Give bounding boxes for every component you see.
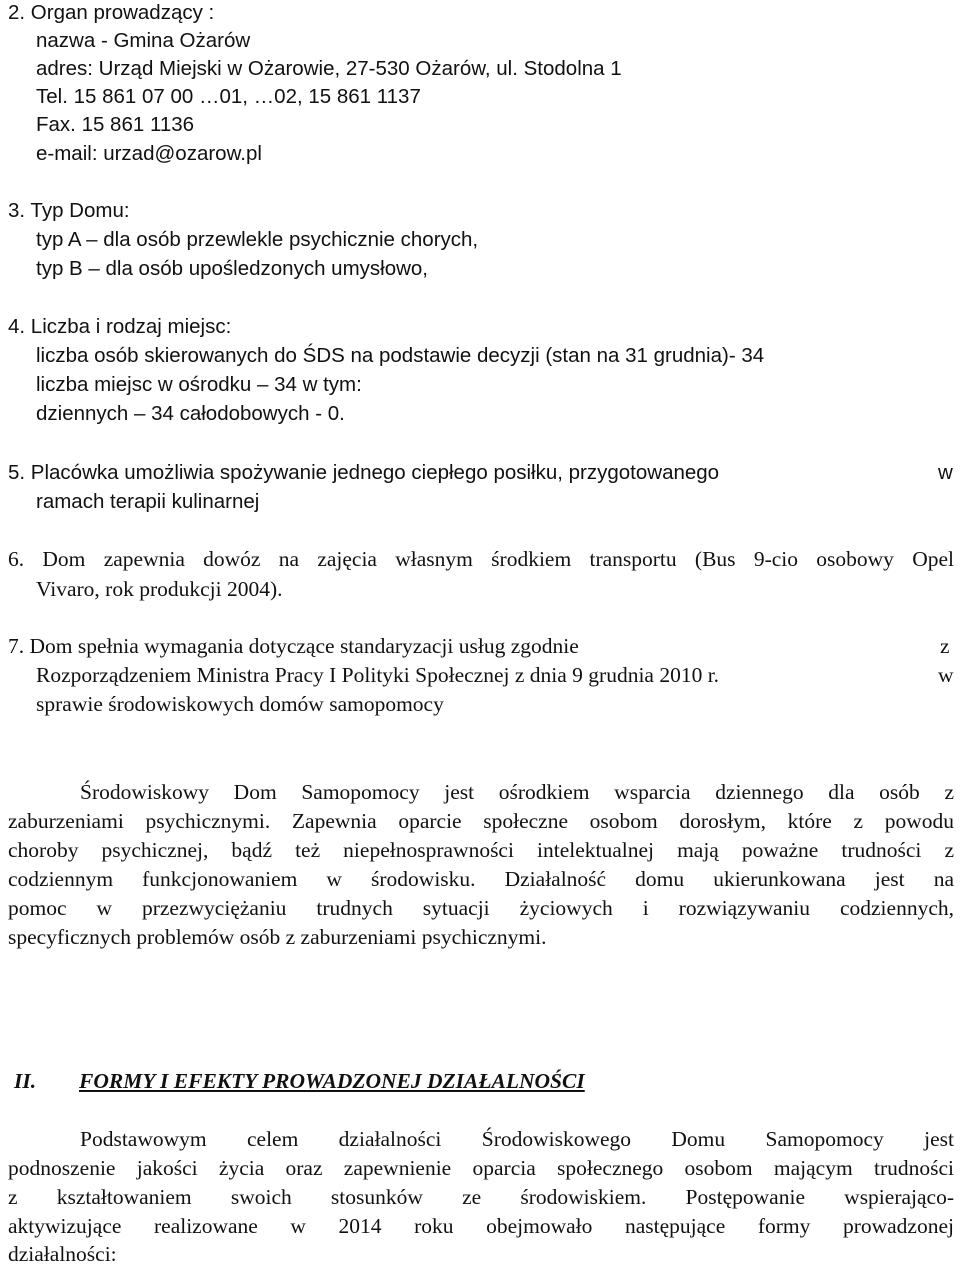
places-breakdown: dziennych – 34 całodobowych - 0.: [36, 402, 345, 425]
paragraph-1-line: pomoc w przezwyciężaniu trudnych sytuacji życiowych i rozwiązywaniu codziennych,: [8, 896, 954, 920]
paragraph-2-line: z kształtowaniem swoich stosunków ze środowiskiem. Postępowanie wspierająco-: [8, 1185, 954, 1209]
places-referred: liczba osób skierowanych do ŚDS na podstawie decyzji (stan na 31 grudnia)- 34: [36, 344, 765, 367]
section-7-line-1: 7. Dom spełnia wymagania dotyczące standaryzacji usług zgodnie: [8, 634, 579, 658]
organ-fax: Fax. 15 861 1136: [36, 113, 195, 136]
type-b: typ B – dla osób upośledzonych umysłowo,: [36, 257, 429, 280]
section-7-line-3: sprawie środowiskowych domów samopomocy: [36, 692, 444, 716]
type-a: typ A – dla osób przewlekle psychicznie chorych,: [36, 228, 479, 251]
organ-phone: Tel. 15 861 07 00 …01, …02, 15 861 1137: [36, 85, 421, 108]
paragraph-1-line: specyficznych problemów osób z zaburzeniami psychicznymi.: [8, 925, 547, 949]
section-2-title: 2. Organ prowadzący :: [8, 1, 215, 24]
paragraph-1-line: codziennym funkcjonowaniem w środowisku. Działalność domu ukierunkowana jest na: [8, 867, 954, 891]
places-count: liczba miejsc w ośrodku – 34 w tym:: [36, 373, 362, 396]
section-6-line-1: 6. Dom zapewnia dowóz na zajęcia własnym środkiem transportu (Bus 9-cio osobowy Opel: [8, 547, 954, 571]
section-7-line-2: Rozporządzeniem Ministra Pracy I Polityki Społecznej z dnia 9 grudnia 2010 r.: [36, 663, 720, 687]
section-7-line-2-end: w: [938, 663, 954, 687]
paragraph-2-line: Podstawowym celem działalności Środowiskowego Domu Samopomocy jest: [80, 1127, 954, 1151]
section-5-line-2: ramach terapii kulinarnej: [36, 490, 260, 513]
paragraph-2-line: podnoszenie jakości życia oraz zapewnienie oparcia społecznego osobom mającym trudności: [8, 1156, 954, 1180]
section-6-line-2: Vivaro, rok produkcji 2004).: [36, 577, 283, 601]
paragraph-1-line: zaburzeniami psychicznymi. Zapewnia oparcie społeczne osobom dorosłym, które z powodu: [8, 809, 954, 833]
organ-address: adres: Urząd Miejski w Ożarowie, 27-530 Ożarów, ul. Stodolna 1: [36, 57, 622, 80]
organ-email: e-mail: urzad@ozarow.pl: [36, 142, 262, 165]
section-7-line-1-end: z: [940, 634, 950, 658]
section-3-title: 3. Typ Domu:: [8, 199, 130, 222]
section-heading-number: II.: [14, 1069, 37, 1093]
section-4-title: 4. Liczba i rodzaj miejsc:: [8, 315, 232, 338]
section-5-line-1: 5. Placówka umożliwia spożywanie jednego ciepłego posiłku, przygotowanego: [8, 461, 720, 484]
section-heading-title: FORMY I EFEKTY PROWADZONEJ DZIAŁALNOŚCI: [79, 1069, 585, 1093]
section-5-line-1-end: w: [938, 461, 953, 484]
paragraph-1-line: choroby psychicznej, bądź też niepełnosprawności intelektualnej mają poważne trudności z: [8, 838, 954, 862]
organ-name: nazwa - Gmina Ożarów: [36, 29, 251, 52]
paragraph-2-line: aktywizujące realizowane w 2014 roku obejmowało następujące formy prowadzonej: [8, 1214, 954, 1238]
paragraph-1-line: Środowiskowy Dom Samopomocy jest ośrodkiem wsparcia dziennego dla osób z: [80, 780, 954, 804]
paragraph-2-line: działalności:: [8, 1242, 117, 1266]
